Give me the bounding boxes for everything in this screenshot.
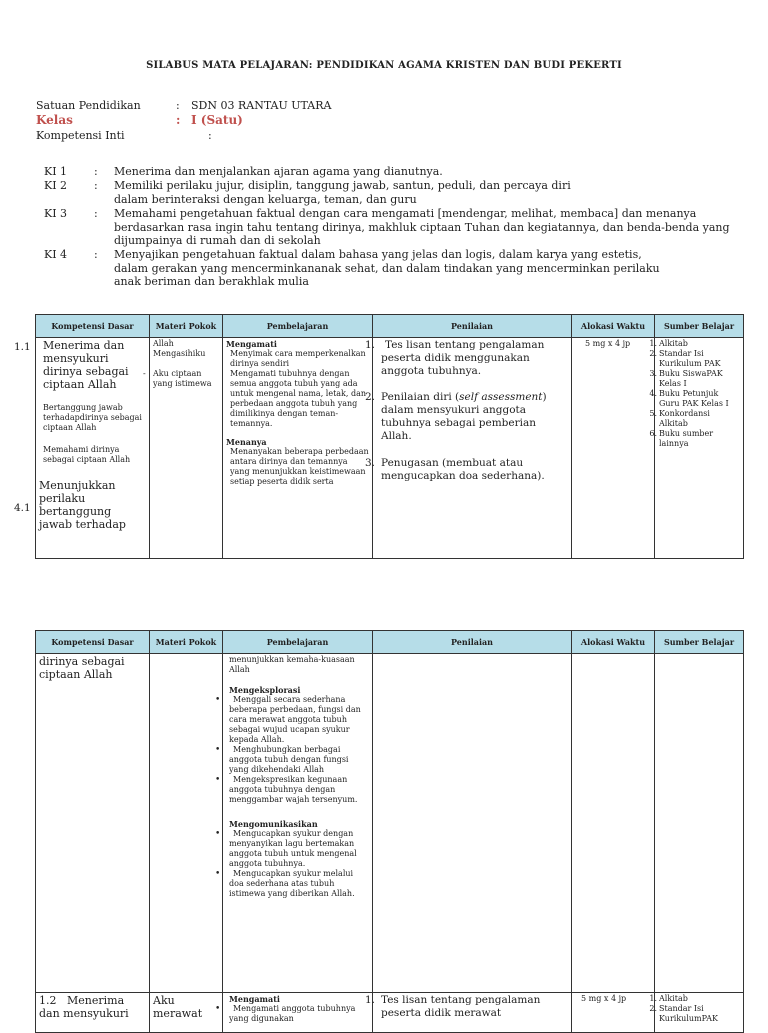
kelas-value: I (Satu) [191,113,243,127]
page-title: SILABUS MATA PELAJARAN: PENDIDIKAN AGAMA KRISTEN DAN BUDI PEKERTI [146,60,622,71]
ki-code: KI 1 [44,165,68,178]
materi-cell [150,993,223,1033]
kelas-label: Kelas [36,113,73,127]
step-heading: Mengamati [226,339,277,349]
bullet-icon: • [215,1004,221,1014]
step-heading: Mengomunikasikan [229,819,318,829]
step-text: menunjukkan kemaha-kuasaan Allah [229,655,355,674]
item-number: 2. [649,1004,657,1013]
sumber-cell [649,338,744,559]
penilaian-cell [365,338,572,559]
step-text: Menyimak cara memperkenalkan dirinya sendiri [230,349,366,368]
header-materi: Materi Pokok [150,631,223,654]
item-number: 1. [649,994,657,1003]
sumber-item [649,1004,740,1024]
ki-3 [44,207,734,248]
sumber-cell [655,654,744,993]
item-text: Tes lisan tentang pengalaman peserta didik merawat [381,994,541,1019]
ki-code: KI 4 [44,248,68,261]
ki-code: KI 3 [44,207,68,220]
sumber-cell [649,993,744,1033]
penilaian-item [365,391,568,443]
kd-main: dirinya sebagai ciptaan Allah [39,655,125,681]
kompetensi-colon: : [208,129,212,142]
kd-main [39,994,146,1020]
penilaian-cell [373,654,572,993]
bullet-item [215,829,369,869]
bullet-item [215,1004,369,1024]
ki-2 [44,179,734,206]
penilaian-cell [365,993,572,1033]
header-alokasi: Alokasi Waktu [572,315,655,338]
pembelajaran-cell [215,654,373,993]
item-text: Buku Petunjuk Guru PAK Kelas I [659,389,729,408]
item-text-italic: self assessment [459,391,543,403]
kd-number: 1.1 [14,341,31,353]
ki-1 [44,165,734,179]
header-materi: Materi Pokok [150,315,223,338]
penilaian-item [365,457,568,483]
ki-colon: : [94,248,98,261]
item-text: Standar Isi Kurikulum PAK [659,349,721,368]
item-number: 6. [649,429,657,438]
kd-cell [36,338,150,559]
header-penilaian: Penilaian [373,631,572,654]
step-heading: Mengeksplorasi [229,685,301,695]
item-number: 1. [365,339,376,351]
item-text: Mengucapkan syukur melalui doa sederhana atas tubuh istimewa yang diberikan Allah. [229,869,355,898]
ki-code: KI 2 [44,179,68,192]
materi-cell [150,654,223,993]
alokasi-cell [572,654,655,993]
penilaian-item [365,339,568,378]
kd-number: 1.2 [39,994,57,1007]
satuan-label: Satuan Pendidikan [36,99,141,112]
item-number: 3. [365,457,376,469]
sumber-item [649,349,740,369]
kd-main: Menerima dan mensyukuri dirinya sebagai ciptaan Allah [43,339,129,391]
item-number: 5. [649,409,657,418]
ki-4 [44,248,734,289]
header-kd: Kompetensi Dasar [36,315,150,338]
satuan-value: SDN 03 RANTAU UTARA [191,99,332,112]
satuan-colon: : [176,99,180,112]
alokasi-cell [572,993,655,1033]
bullet-icon: • [215,745,221,755]
header-pembelajaran: Pembelajaran [223,315,373,338]
kd-number: 4.1 [14,502,31,514]
item-number: 1. [365,994,376,1006]
item-text: ) dalam mensyukuri anggota tubuhnya sebagai pemberian Allah. [381,391,547,442]
item-text: Konkordansi Alkitab [659,409,710,428]
materi-item: Aku merawat [153,994,203,1020]
sumber-item [649,389,740,409]
kompetensi-label: Kompetensi Inti [36,129,125,142]
bullet-item [215,745,369,775]
ki-colon: : [94,165,98,178]
materi-cell [143,338,223,559]
kd-sub: Memahami dirinya sebagai ciptaan Allah [43,445,131,464]
sumber-item [649,369,740,389]
ki-text: Memiliki perilaku jujur, disiplin, tanggung jawab, santun, peduli, dan percaya diri dalam berinteraksi dengan keluarga, teman, dan guru [114,179,571,206]
header-penilaian: Penilaian [373,315,572,338]
item-text: Tes lisan tentang pengalaman peserta didik menggunakan anggota tubuhnya. [381,339,545,377]
materi-item: Aku ciptaan yang istimewa [153,369,212,388]
header-kd: Kompetensi Dasar [36,631,150,654]
dash-icon: - [143,369,146,378]
item-number: 2. [365,391,376,403]
alokasi-cell [572,338,655,559]
bullet-icon: • [215,869,221,879]
item-text: Mengucapkan syukur dengan menyanyikan lagu bertemakan anggota tubuh untuk mengenal anggota tubuhnya. [229,829,357,868]
penilaian-item [365,994,568,1020]
bullet-icon: • [215,829,221,839]
silabus-table-1 [35,314,744,559]
silabus-table-2 [35,630,744,1033]
ki-colon: : [94,207,98,220]
step-heading: Mengamati [229,994,280,1004]
bullet-item [215,695,369,745]
item-text: Buku sumber lainnya [659,429,714,448]
step-heading: Menanya [226,437,267,447]
kd-sub: Bertanggung jawab terhadapdirinya sebagai ciptaan Allah [43,403,142,432]
bullet-item [215,869,369,899]
item-text: Menggali secara sederhana beberapa perbedaan, fungsi dan cara merawat anggota tubuh sebagai wujud ucapan syukur kepada Allah. [229,695,361,744]
header-pembelajaran: Pembelajaran [223,631,373,654]
ki-text: Menyajikan pengetahuan faktual dalam bahasa yang jelas dan logis, dalam karya yang estetis, dalam gerakan yang mencerminkananak sehat, dan dalam tindakan yang mencerminkan perilaku anak beriman dan berakhlak mulia [114,248,660,288]
kelas-colon: : [176,113,181,127]
pembelajaran-cell [215,993,376,1033]
item-text: Buku SiswaPAK Kelas I [659,369,723,388]
sumber-item [649,429,740,449]
item-number: 4. [649,389,657,398]
header-sumber: Sumber Belajar [655,315,744,338]
kd-cell [36,654,150,993]
step-text: Mengamati tubuhnya dengan semua anggota tubuh yang ada untuk mengenal nama, letak, dan perbedaan anggota tubuh yang dimilikinya dengan teman-temannya. [230,369,367,428]
materi-item: Allah Mengasihiku [153,339,206,358]
item-text: Penilaian diri ( [381,391,460,403]
item-text: Mengamati anggota tubuhnya yang digunakan [229,1004,356,1023]
item-number: 1. [649,339,657,348]
item-text: Mengekspresikan kegunaan anggota tubuhnya dengan menggambar wajah tersenyum. [229,775,358,804]
bullet-item [215,775,369,805]
kd-cell [36,993,150,1033]
step-text: Menanyakan beberapa perbedaan antara dirinya dan temannya yang menunjukkan keistimewaan setiap peserta didik serta [230,447,369,486]
sumber-item [649,339,740,349]
kd-main: Menunjukkan perilaku bertanggung jawab terhadap [39,479,126,531]
sumber-item [649,409,740,429]
header-sumber: Sumber Belajar [655,631,744,654]
header-alokasi: Alokasi Waktu [572,631,655,654]
alokasi-value: 5 mg x 4 jp [585,339,631,348]
ki-text: Memahami pengetahuan faktual dengan cara mengamati [mendengar, melihat, membaca] dan menanya berdasarkan rasa ingin tahu tentang dirinya, makhluk ciptaan Tuhan dan kegiatannya, dan benda-benda yang dijumpainya di rumah dan di sekolah [114,207,730,247]
ki-colon: : [94,179,98,192]
sumber-item [649,994,740,1004]
item-text: Alkitab [659,994,688,1003]
kd-text: Menerima dan mensyukuri [39,994,129,1020]
item-number: 2. [649,349,657,358]
bullet-icon: • [215,775,221,785]
bullet-icon: • [215,695,221,705]
item-text: Alkitab [659,339,688,348]
item-text: Penugasan (membuat atau mengucapkan doa sederhana). [381,457,545,482]
pembelajaran-cell [223,338,376,559]
item-number: 3. [649,369,657,378]
item-text: Menghubungkan berbagai anggota tubuh dengan fungsi yang dikehendaki Allah [229,745,349,774]
item-text: Standar Isi KurikulumPAK [659,1004,719,1023]
alokasi-value: 5 mg x 4 jp [581,994,627,1003]
ki-text: Menerima dan menjalankan ajaran agama yang dianutnya. [114,165,443,178]
